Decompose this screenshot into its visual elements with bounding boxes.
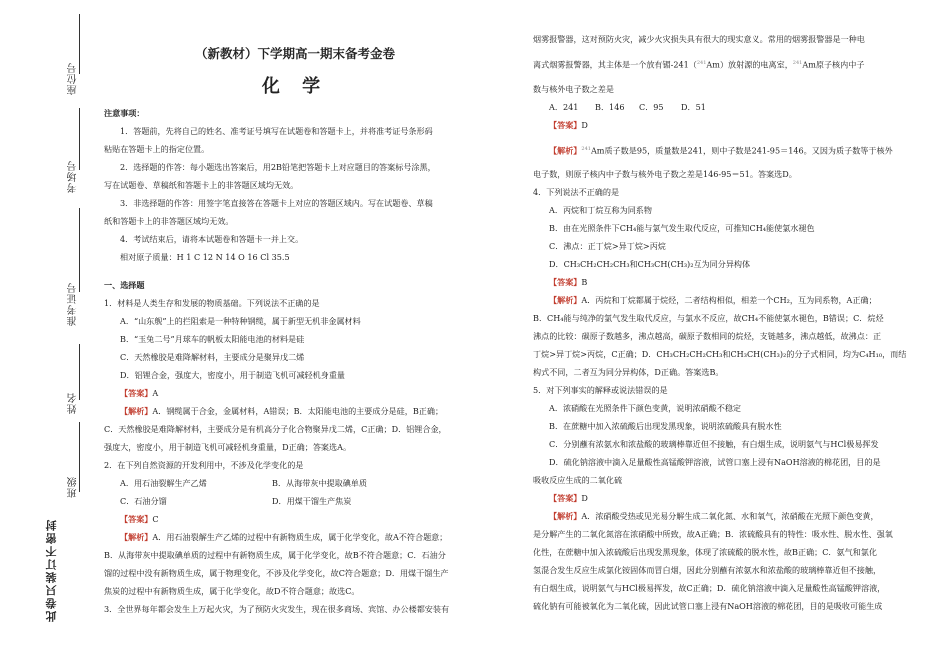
name-label: 姓名	[68, 392, 79, 414]
exam-room-label: 考场号	[68, 160, 79, 193]
question-stem: 2．在下列自然资源的开发利用中，不涉及化学变化的是	[104, 460, 304, 470]
option: 吸收反应生成的二氧化硫	[533, 475, 623, 486]
answer-label: 【答案】	[120, 514, 153, 524]
analysis-label: 【解析】	[549, 511, 582, 522]
option: D．用煤干馏生产焦炭	[272, 496, 352, 506]
option: B．由在光照条件下CH₄能与氯气发生取代反应，可推知CH₄能使氯水褪色	[549, 223, 815, 234]
analysis-line: A．钢缆属于合金，金属材料，A错误；B．太阳能电池的主要成分是硅，B正确；	[152, 406, 444, 416]
question-text: 数与核外电子数之差是	[533, 83, 614, 94]
option: D．51	[681, 101, 706, 112]
option: A．241	[549, 101, 579, 112]
option: B．在蔗糖中加入浓硫酸后出现发黑现象，说明浓硫酸具有脱水性	[549, 421, 782, 432]
question-stem: 3．全世界每年都会发生上万起火灾，为了预防火灾发生，现在很多商场、宾馆、办公楼都安装有	[104, 604, 450, 614]
isotope-mark: 241	[581, 145, 591, 152]
option: C．石油分馏	[120, 496, 167, 506]
subject-title: 化 学	[261, 76, 329, 97]
analysis-line: 馏的过程中没有新物质生成，属于物理变化，不涉及化学变化，故C符合题意；D．用煤干馏生产	[104, 568, 449, 578]
analysis-line: 是分解产生的二氧化氮溶在浓硝酸中所致，故A正确；B．浓硫酸具有的特性：吸水性、脱水性、强氧	[533, 529, 893, 540]
question-text: Am）放射源的电离室，	[706, 59, 793, 70]
option: A．丙烷和丁烷互称为同系物	[549, 205, 652, 216]
exam-title: （新教材）下学期高一期末备考金卷	[194, 46, 395, 61]
seat-label: 座位号	[68, 62, 79, 95]
analysis-line: 有白烟生成，说明氨气与HCl极易挥发，故C正确；D．硫化钠溶液中滴入足量酸性高锰酸钾溶液，	[533, 583, 886, 594]
option: D．铝锂合金，强度大，密度小，用于制造飞机可减轻机身重量	[120, 370, 346, 380]
isotope-mark: 241	[792, 60, 803, 66]
analysis-line: A．丙烷和丁烷都属于烷烃，二者结构相似，相差一个CH₂，互为同系物，A正确；	[581, 295, 877, 306]
notes-line: 粘贴在答题卡上的指定位置。	[104, 144, 210, 154]
option: A．“山东舰”上的拦阻索是一种特种钢缆，属于新型无机非金属材料	[120, 316, 361, 326]
question-text: Am原子核内中子	[802, 59, 865, 70]
question-text: 离式烟雾报警器，其主体是一个放有镅-241（	[533, 59, 697, 70]
analysis-line: 强度大，密度小，用于制造飞机可减轻机身重量，D正确；答案选A。	[104, 442, 352, 452]
notes-line: 纸和答题卡上的非答题区域均无效。	[104, 216, 234, 226]
notes-heading: 注意事项：	[104, 108, 145, 118]
answer-label: 【答案】	[549, 277, 582, 288]
answer-value: D	[581, 493, 588, 504]
isotope-mark: 241	[696, 60, 707, 66]
analysis-line: 电子数，则原子核内中子数与核外电子数之差是146-95＝51。答案选D。	[533, 169, 797, 180]
right-column	[533, 30, 906, 615]
notes-line: 写在试题卷、草稿纸和答题卡上的非答题区域均无效。	[104, 180, 299, 190]
analysis-line: 构式不同，二者互为同分异构体，D正确。答案选B。	[533, 367, 724, 378]
option: B．146	[595, 101, 625, 112]
analysis-line: C．天然橡胶是难降解材料，主要成分是有机高分子化合物聚异戊二烯，C正确；D．铝锂合金，	[104, 424, 447, 434]
answer-value: C	[152, 514, 159, 524]
answer-value: A	[152, 388, 159, 398]
option: B．“玉兔二号”月球车的帆板太阳能电池的材料是硅	[120, 334, 305, 344]
question-stem: 5．对下列事实的解释或说法错误的是	[533, 385, 668, 396]
answer-value: D	[581, 119, 588, 130]
option: C．天然橡胶是难降解材料，主要成分是聚异戊二烯	[120, 352, 305, 362]
option: A．浓硝酸在光照条件下颜色变黄，说明浓硝酸不稳定	[549, 403, 742, 414]
analysis-line: B．从海带灰中提取碘单质的过程中有新物质生成，属于化学变化，故B不符合题意；C．石油分	[104, 550, 446, 560]
option: C．分别蘸有浓氨水和浓盐酸的玻璃棒靠近但不接触，有白烟生成，说明氨气与HCl极易挥发	[549, 439, 879, 450]
answer-label: 【答案】	[120, 388, 153, 398]
binding-line	[79, 208, 80, 292]
option: D．硫化钠溶液中滴入足量酸性高锰酸钾溶液，试管口塞上浸有NaOH溶液的棉花团，目的是	[549, 457, 881, 468]
analysis-label: 【解析】	[549, 295, 582, 306]
notes-line: 2．选择题的作答：每小题选出答案后，用2B铅笔把答题卡上对应题目的答案标号涂黑，	[120, 162, 436, 172]
question-text: 烟雾报警器，这对预防火灾，减少火灾损失具有很大的现实意义。常用的烟雾报警器是一种电	[533, 34, 865, 44]
question-stem: 1．材料是人类生存和发展的物质基础。下列说法不正确的是	[104, 298, 320, 308]
section-heading: 一、选择题	[104, 280, 145, 290]
option: C．沸点：正丁烷>异丁烷>丙烷	[549, 241, 666, 252]
answer-label: 【答案】	[549, 119, 582, 130]
analysis-line: 丁烷>异丁烷>丙烷，C正确；D．CH₃CH₂CH₂CH₃和CH₃CH(CH₃)₂的分子式相同，均为C₄H₁₀，而结	[533, 349, 907, 360]
answer-label: 【答案】	[549, 493, 582, 504]
class-label: 班级	[68, 476, 79, 498]
analysis-line: A．浓硝酸受热或见光易分解生成二氧化氮、水和氧气，浓硝酸在光照下颜色变黄，	[581, 511, 879, 522]
seal-text: 此卷只装订不密封	[45, 518, 58, 622]
analysis-line: Am质子数是95，质量数是241，则中子数是241-95＝146。又因为质子数等于核外	[590, 145, 893, 156]
option: D．CH₃CH₂CH₂CH₃和CH₃CH(CH₃)₂互为同分异构体	[549, 259, 751, 270]
notes-line: 相对原子质量：H 1 C 12 N 14 O 16 Cl 35.5	[120, 252, 290, 262]
analysis-line: A．用石油裂解生产乙烯的过程中有新物质生成，属于化学变化，故A不符合题意；	[152, 532, 448, 542]
notes-line: 4．考试结束后，请将本试题卷和答题卡一并上交。	[120, 234, 304, 244]
ticket-label: 准考证号	[68, 282, 79, 326]
analysis-label: 【解析】	[549, 145, 582, 156]
option: A．用石油裂解生产乙烯	[120, 478, 207, 488]
analysis-line: 化性，在蔗糖中加入浓硫酸后出现发黑现象，体现了浓硫酸的脱水性，故B正确；C．氨气和氯化	[533, 547, 877, 558]
analysis-line: 硫化钠有可能被氧化为二氧化硫，因此试管口塞上浸有NaOH溶液的棉花团，目的是吸收可能生成	[533, 601, 883, 612]
option: B．从海带灰中提取碘单质	[272, 478, 367, 488]
answer-value: B	[581, 277, 588, 288]
notes-line: 3．非选择题的作答：用签字笔直接答在答题卡上对应的答题区域内。写在试题卷、草稿	[120, 198, 433, 208]
notes-line: 1．答题前，先将自己的姓名、准考证号填写在试题卷和答题卡上，并将准考证号条形码	[120, 126, 433, 136]
analysis-line: B．CH₄能与纯净的氯气发生取代反应，与氯水不反应，故CH₄不能使氯水褪色，B错误；C．烷烃	[533, 313, 884, 324]
left-column	[104, 104, 449, 618]
analysis-label: 【解析】	[120, 406, 153, 416]
analysis-line: 焦炭的过程中有新物质生成，属于化学变化，故D不符合题意；故选C。	[104, 586, 360, 596]
option: C．95	[639, 101, 664, 112]
analysis-line: 沸点的比较：碳原子数越多，沸点越高，碳原子数相同的烷烃，支链越多，沸点越低，故沸点：正	[533, 331, 882, 342]
analysis-label: 【解析】	[120, 532, 153, 542]
analysis-line: 氢混合发生反应生成氯化铵固体而冒白烟，因此分别蘸有浓氨水和浓盐酸的玻璃棒靠近但不接触，	[533, 565, 882, 576]
question-stem: 4．下列说法不正确的是	[533, 187, 620, 198]
spacer	[104, 266, 449, 276]
